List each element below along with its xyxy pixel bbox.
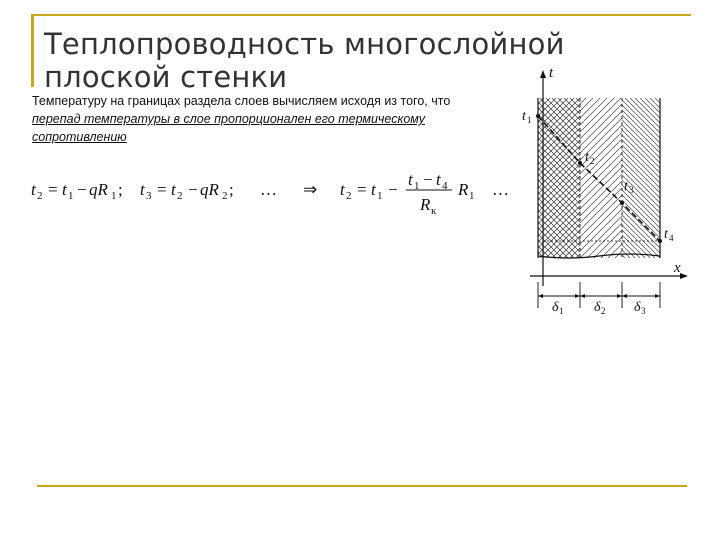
implies-arrow: ⇒: [303, 180, 318, 199]
title-accent-bar: [31, 14, 34, 87]
label-delta3-sub: 3: [641, 306, 646, 316]
f1-t-sub: 1: [68, 190, 74, 202]
f1-t: t: [62, 180, 67, 199]
formula-ellipsis-1: …: [260, 180, 277, 199]
label-t3: t: [624, 179, 628, 194]
label-delta1-sub: 1: [559, 306, 564, 316]
slide-title: Теплопроводность многослойной плоской стенки: [44, 27, 565, 94]
label-t2: t: [585, 150, 589, 165]
layer-2: [580, 98, 622, 258]
label-t1-sub: 1: [527, 115, 532, 125]
bottom-rule: [37, 485, 687, 487]
f1-sep: ;: [118, 180, 123, 199]
f2-r-sub: 2: [222, 190, 228, 202]
f3-r-sub: 1: [469, 190, 475, 202]
f2-lhs-sub: 3: [146, 190, 152, 202]
label-delta1: δ: [552, 300, 559, 315]
label-t3-sub: 3: [629, 185, 634, 195]
label-t1: t: [522, 109, 526, 124]
f3-minus: −: [388, 180, 398, 199]
f2-lhs: t: [140, 180, 145, 199]
f3-lhs: t: [340, 180, 345, 199]
f1-qr: qR: [89, 180, 108, 199]
f1-lhs: t: [31, 180, 36, 199]
label-t4: t: [664, 227, 668, 242]
body-text-emphasis: перепад температуры в слое пропорционален его термическому сопротивлению: [32, 112, 425, 144]
x-axis-arrow-icon: [680, 273, 688, 279]
f2-qr: qR: [200, 180, 219, 199]
f3-num-minus: −: [423, 170, 433, 189]
layer-3: [622, 98, 660, 258]
f3-den: R: [420, 195, 431, 214]
f3-num-b: t: [436, 170, 441, 189]
f3-den-sub: к: [431, 205, 437, 217]
f2-minus: −: [188, 180, 198, 199]
f3-r: R: [458, 180, 469, 199]
f3-num-a: t: [408, 170, 413, 189]
f3-eq: =: [357, 180, 367, 199]
t-axis-arrow-icon: [540, 70, 546, 78]
body-paragraph: [32, 92, 462, 146]
formula: [26, 168, 526, 228]
f2-t-sub: 2: [177, 190, 183, 202]
f3-t: t: [371, 180, 376, 199]
f1-lhs-sub: 2: [37, 190, 43, 202]
label-t2-sub: 2: [590, 156, 595, 166]
top-rule: [31, 14, 691, 16]
f2-sep: ;: [229, 180, 234, 199]
f1-eq: =: [48, 180, 58, 199]
f3-num-a-sub: 1: [414, 180, 420, 192]
label-delta2-sub: 2: [601, 306, 606, 316]
f1-r-sub: 1: [111, 190, 117, 202]
formula-ellipsis-2: …: [492, 180, 509, 199]
label-t4-sub: 4: [669, 233, 674, 243]
temperature-profile-figure: [500, 58, 700, 320]
label-delta3: δ: [634, 300, 641, 315]
f3-t-sub: 1: [377, 190, 383, 202]
f2-t: t: [171, 180, 176, 199]
label-delta2: δ: [594, 300, 601, 315]
body-text-plain: Температуру на границах раздела слоев вычисляем исходя из того, что: [32, 94, 451, 108]
axis-x-label: x: [674, 260, 681, 276]
f1-minus: −: [77, 180, 87, 199]
f3-num-b-sub: 4: [442, 180, 448, 192]
f2-eq: =: [157, 180, 167, 199]
layer-1: [538, 98, 580, 258]
axis-t-label: t: [549, 65, 554, 81]
f3-lhs-sub: 2: [346, 190, 352, 202]
